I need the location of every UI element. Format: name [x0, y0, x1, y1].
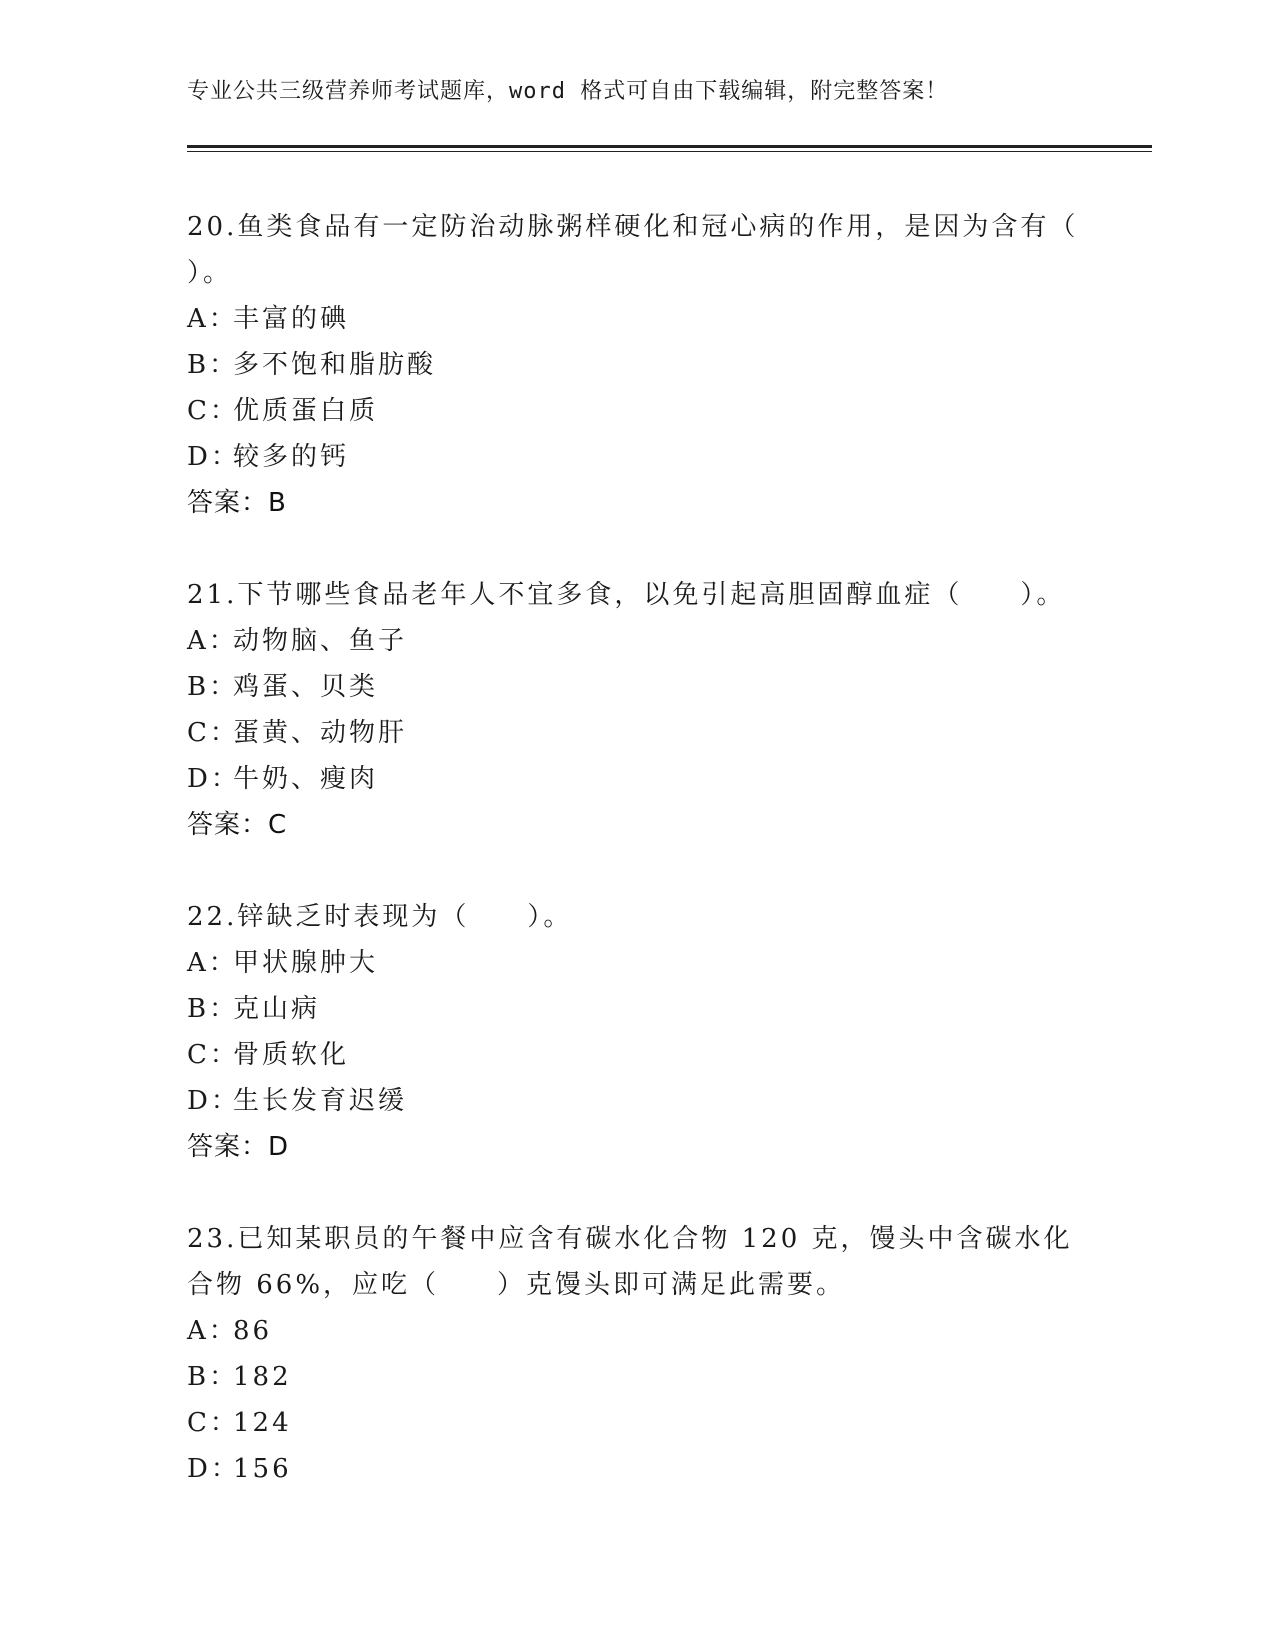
- question-stem: 23.已知某职员的午餐中应含有碳水化合物 120 克，馒头中含碳水化合物 66%，应吃（ ）克馒头即可满足此需要。: [187, 1224, 1073, 1300]
- option-letter: D：: [187, 1086, 240, 1116]
- option-c: [187, 710, 1087, 756]
- question-20: [187, 204, 1087, 526]
- option-letter: D：: [187, 1454, 240, 1484]
- option-letter: D：: [187, 764, 240, 794]
- option-a: [187, 618, 1087, 664]
- header-divider-thick: [187, 145, 1152, 148]
- spacer: [187, 1170, 1087, 1216]
- question-stem: 21.下节哪些食品老年人不宜多食，以免引起高胆固醇血症（ ）。: [187, 580, 1066, 610]
- option-c: [187, 1400, 1087, 1446]
- option-letter: C：: [187, 1040, 239, 1070]
- option-text: 骨质软化: [233, 1040, 350, 1070]
- option-text: 124: [233, 1408, 292, 1438]
- option-letter: D：: [187, 442, 240, 472]
- option-d: [187, 434, 1087, 480]
- option-text: 较多的钙: [233, 442, 350, 472]
- answer-label: 答案：B: [187, 488, 287, 518]
- option-letter: C：: [187, 1408, 239, 1438]
- option-text: 182: [233, 1362, 292, 1392]
- option-b: [187, 1354, 1087, 1400]
- option-letter: C：: [187, 718, 239, 748]
- question-stem: 22.锌缺乏时表现为（ ）。: [187, 902, 573, 932]
- question-list: [187, 204, 1087, 1492]
- option-text: 86: [233, 1316, 273, 1346]
- option-text: 克山病: [233, 994, 321, 1024]
- option-text: 多不饱和脂肪酸: [233, 350, 437, 380]
- option-letter: A：: [187, 1316, 238, 1346]
- option-text: 甲状腺肿大: [233, 948, 379, 978]
- option-letter: A：: [187, 626, 238, 656]
- option-text: 牛奶、瘦肉: [233, 764, 379, 794]
- option-d: [187, 1078, 1087, 1124]
- option-d: [187, 1446, 1087, 1492]
- spacer: [187, 526, 1087, 572]
- option-letter: A：: [187, 304, 238, 334]
- page-header: 专业公共三级营养师考试题库，word 格式可自由下载编辑，附完整答案！: [187, 79, 949, 104]
- option-a: [187, 296, 1087, 342]
- option-letter: B：: [187, 1362, 239, 1392]
- option-c: [187, 1032, 1087, 1078]
- question-23: [187, 1216, 1087, 1492]
- option-b: [187, 664, 1087, 710]
- header-divider-thin: [187, 151, 1152, 152]
- option-text: 156: [233, 1454, 292, 1484]
- option-b: [187, 986, 1087, 1032]
- option-text: 动物脑、鱼子: [233, 626, 408, 656]
- option-a: [187, 940, 1087, 986]
- question-22: [187, 894, 1087, 1170]
- option-letter: B：: [187, 994, 239, 1024]
- option-letter: B：: [187, 350, 239, 380]
- question-stem: 20.鱼类食品有一定防治动脉粥样硬化和冠心病的作用，是因为含有（ ）。: [187, 212, 1079, 288]
- option-a: [187, 1308, 1087, 1354]
- answer-label: 答案：C: [187, 810, 288, 840]
- option-text: 鸡蛋、贝类: [233, 672, 379, 702]
- option-letter: A：: [187, 948, 238, 978]
- option-d: [187, 756, 1087, 802]
- spacer: [187, 848, 1087, 894]
- option-c: [187, 388, 1087, 434]
- option-text: 丰富的碘: [233, 304, 350, 334]
- option-b: [187, 342, 1087, 388]
- option-text: 蛋黄、动物肝: [233, 718, 408, 748]
- option-text: 优质蛋白质: [233, 396, 379, 426]
- question-21: [187, 572, 1087, 848]
- option-letter: B：: [187, 672, 239, 702]
- option-text: 生长发育迟缓: [233, 1086, 408, 1116]
- option-letter: C：: [187, 396, 239, 426]
- answer-label: 答案：D: [187, 1132, 290, 1162]
